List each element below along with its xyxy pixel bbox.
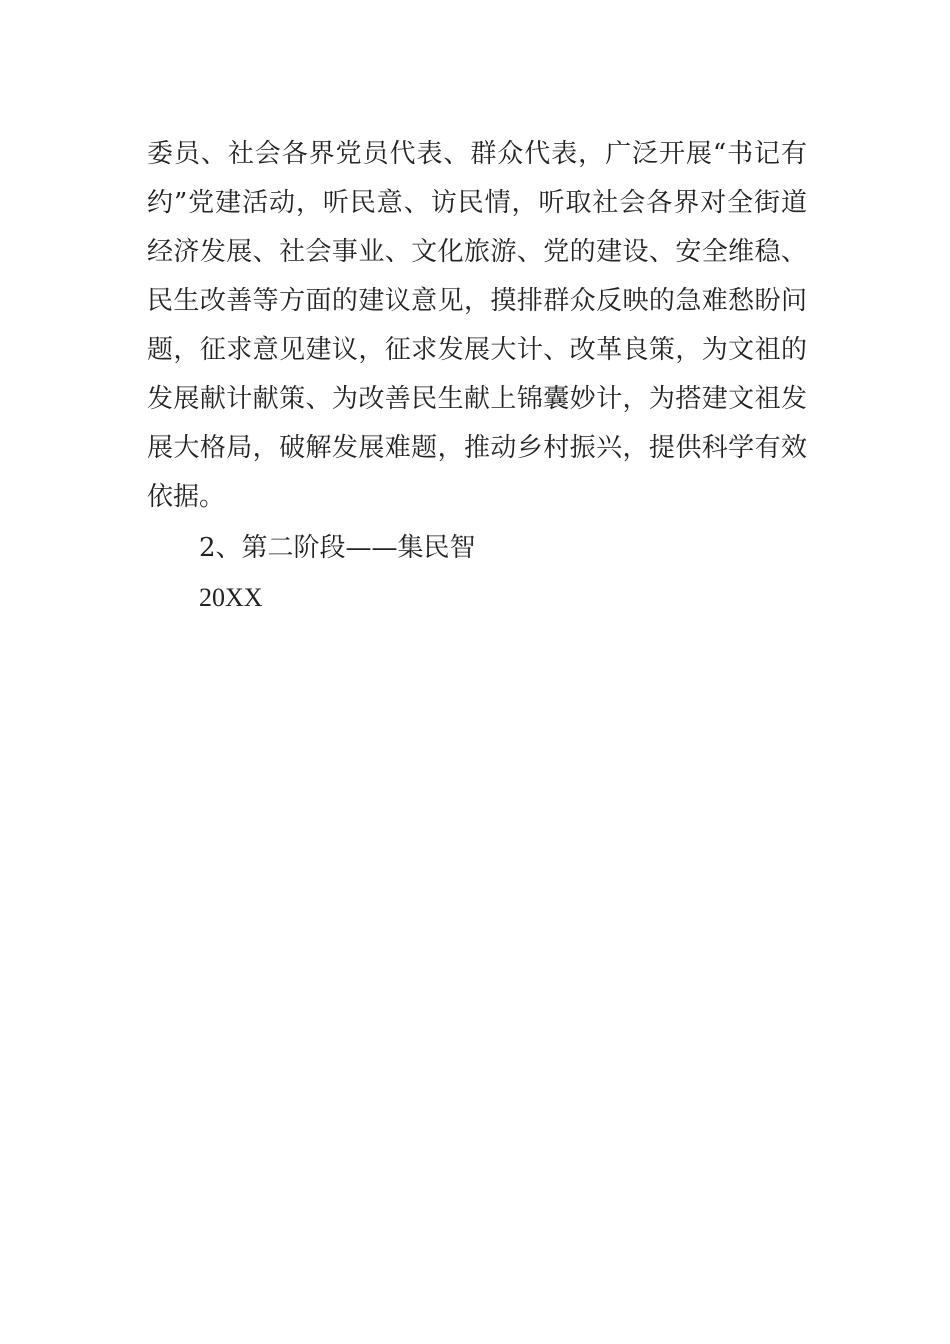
paragraph-line: 约”党建活动，听民意、访民情，听取社会各界对全街道 (147, 188, 807, 218)
section-heading: 2、第二阶段——集民智 (199, 533, 476, 563)
document-body (147, 130, 807, 622)
paragraph-line: 展大格局，破解发展难题，推动乡村振兴，提供科学有效 (147, 433, 807, 463)
paragraph-line: 委员、社会各界党员代表、群众代表，广泛开展“书记有 (147, 139, 807, 169)
paragraph-line: 题，征求意见建议，征求发展大计、改革良策，为文祖的 (147, 335, 807, 365)
paragraph-line: 发展献计献策、为改善民生献上锦囊妙计，为搭建文祖发 (147, 384, 807, 414)
year-placeholder: 20XX (199, 583, 263, 612)
paragraph-line: 民生改善等方面的建议意见，摸排群众反映的急难愁盼问 (147, 286, 807, 316)
paragraph-line: 经济发展、社会事业、文化旅游、党的建设、安全维稳、 (147, 237, 807, 267)
paragraph-line: 依据。 (147, 482, 226, 512)
